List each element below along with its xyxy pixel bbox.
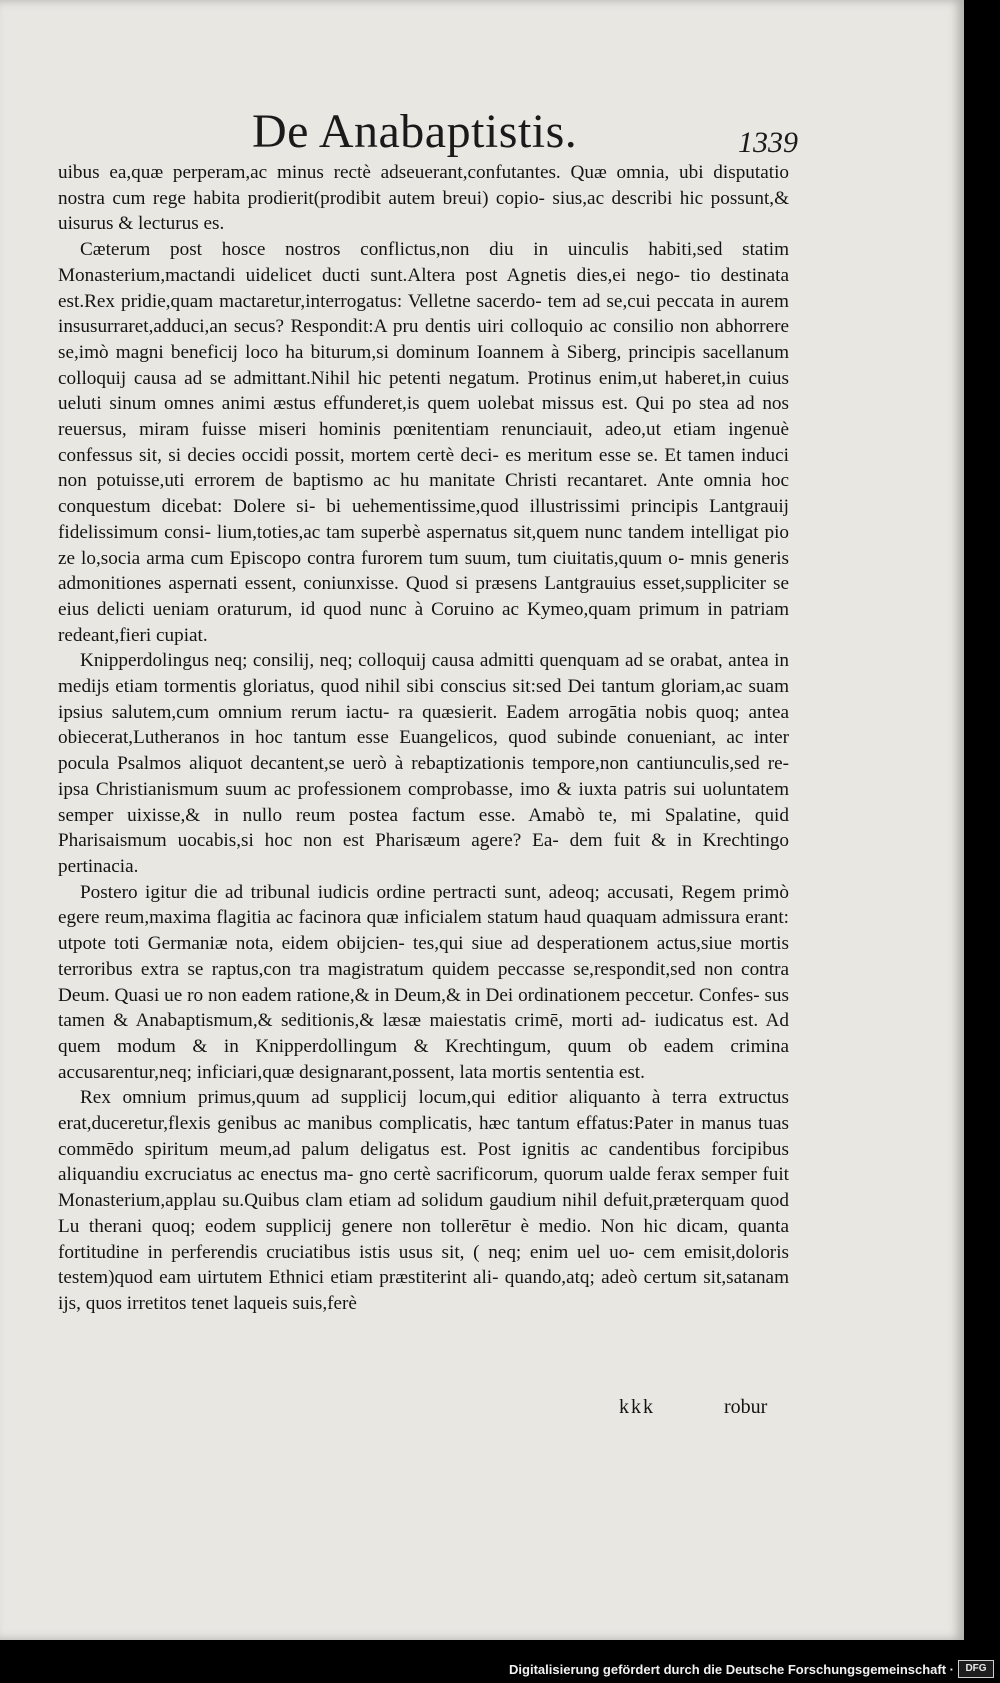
- paragraph-1: uibus ea,quæ perperam,ac minus rectè adseuerant,confutantes. Quæ omnia, ubi disputatio nostra cum rege habita prodierit(prodibit autem breui) copio- sius,ac describi hic possunt,& uisurus & lecturus es.: [58, 162, 789, 235]
- paragraph-3: Knipperdolingus neq; consilij, neq; colloquij causa admitti quenquam ad se orabat, antea in medijs etiam tormentis gloriatus, quod nihil sibi conscius sit:sed Dei tantum gloriam,ac suam ipsius salutem,cum omnium rerum iactu- ra quæsierit. Eadem arrogātia nobis quoq; antea obiecerat,Lutheranos in hoc tantum esse Euangelicos, quod subinde conueniant, ac inter pocula Psalmos aliquot decantent,se uerò à rebaptizationis tempore,non cantiunculis,sed re- ipsa Christianismum suum ac professionem comprobasse, imo & iuxta patris sui uoluntatem semper uixisse,& in nullo reum postea factum esse. Amabò te, mi Spalatine, quid Pharisaismum uocabis,si hoc non est Pharisæum agere? Ea- dem fuit & in Krechtingo pertinacia.: [58, 650, 789, 877]
- signature-mark: kkk: [619, 1396, 655, 1418]
- paragraph-4: Postero igitur die ad tribunal iudicis ordine pertracti sunt, adeoq; accusati, Regem primò egere reum,maxima flagitia ac facinora quæ inficialem statum haud quaquam admissura erant: utpote toti Germaniæ nota, eidem obijcien- tes,qui siue ad desperationem actus,siue mortis terroribus extra se raptus,con tra magistratum quidem peccasse se,respondit,sed non contra Deum. Quasi ue ro non eadem ratione,& in Deum,& in Dei ordinationem peccetur. Confes- sus tamen & Anabaptismum,& seditionis,& læsæ maiestatis crimē, morti ad- iudicatus est. Ad quem modum & in Knipperdollingum & Krechtingum, quum ob eadem crimina accusarentur,neq; inficiari,quæ designarant,possent, lata mortis sententia est.: [58, 881, 789, 1083]
- dfg-logo-icon: DFG: [958, 1660, 994, 1678]
- body-text: [58, 160, 789, 1317]
- running-head: De Anabaptistis.: [252, 105, 578, 158]
- digitization-credit: Digitalisierung gefördert durch die Deutsche Forschungsgemeinschaft ·: [509, 1662, 954, 1677]
- paragraph-2: Cæterum post hosce nostros conflictus,non diu in uinculis habiti,sed statim Monasterium,mactandi uidelicet ducti sunt.Altera post Agnetis dies,ei nego- tio destinata est.Rex pridie,quam mactaretur,interrogatus: Velletne sacerdo- tem ad se,cui peccata in aurem insusurraret,adduci,an secus? Respondit:A pru dentis uiri colloquio ac consilio non abhorrere se,imò magni beneficij loco ha biturum,si dominum Ioannem à Siberg, principis sacellanum colloquij causa ad se admittant.Nihil hic petenti negatum. Protinus enim,ut haberet,in cuius ueluti sinum omnes animi æstus effunderet,is quem uolebat missus est. Qui po stea ad nos reuersus, miram fuisse miseri hominis pœnitentiam renunciauit, adeo,ut etiam ingenuè confessus sit, si decies occidi possit, mortem certè deci- es meritum esse se. Et tamen induci non potuisse,uti errorem de baptismo ac hu manitate Christi recantaret. Ante omnia hoc conquestum dicebat: Dolere si- bi uehementissime,quod illustrissimi principis Lantgrauij fidelissimum consi- lium,toties,ac tam superbè aspernatus sit,quem nunc tandem intelligat pio ze lo,socia arma cum Episcopo contra furorem tum suum, tum ciuitatis,quum o- mnis generis admonitiones aspernati essent, coniunxisse. Quod si præsens Lantgrauius esset,suppliciter se eius delicti ueniam oraturum, id quod nunc à Coruino ac Kymeo,quam primum in patriam redeant,fieri cupiat.: [58, 239, 789, 646]
- catchword: robur: [724, 1396, 768, 1418]
- paragraph-5: Rex omnium primus,quum ad supplicij locum,qui editior aliquanto à terra extructus erat,duceretur,flexis genibus ac manibus complicatis, hæc tantum effatus:Pater in manus tuas commēdo spiritum meum,ad palum deligatus est. Post ignitis ac candentibus forcipibus aliquandiu excruciatus ac enectus ma- gno certè sacrificorum, quorum ualde ferax semper fuit Monasterium,applau su.Quibus clam etiam ad solidum gaudium nihil defuit,præterquam quod Lu therani quoq; eodem supplicij genere non tollerētur è medio. Non hic dicam, quanta fortitudine in perferendis cruciatibus istis usus sit, ( neq; enim uel uo- cem emisit,doloris testem)quod eam uirtutem Ethnici etiam præstiterint ali- quando,atq; adeò certum sit,satanam ijs, quos irretitos tenet laqueis suis,ferè: [58, 1087, 789, 1314]
- page-number: 1339: [738, 126, 798, 159]
